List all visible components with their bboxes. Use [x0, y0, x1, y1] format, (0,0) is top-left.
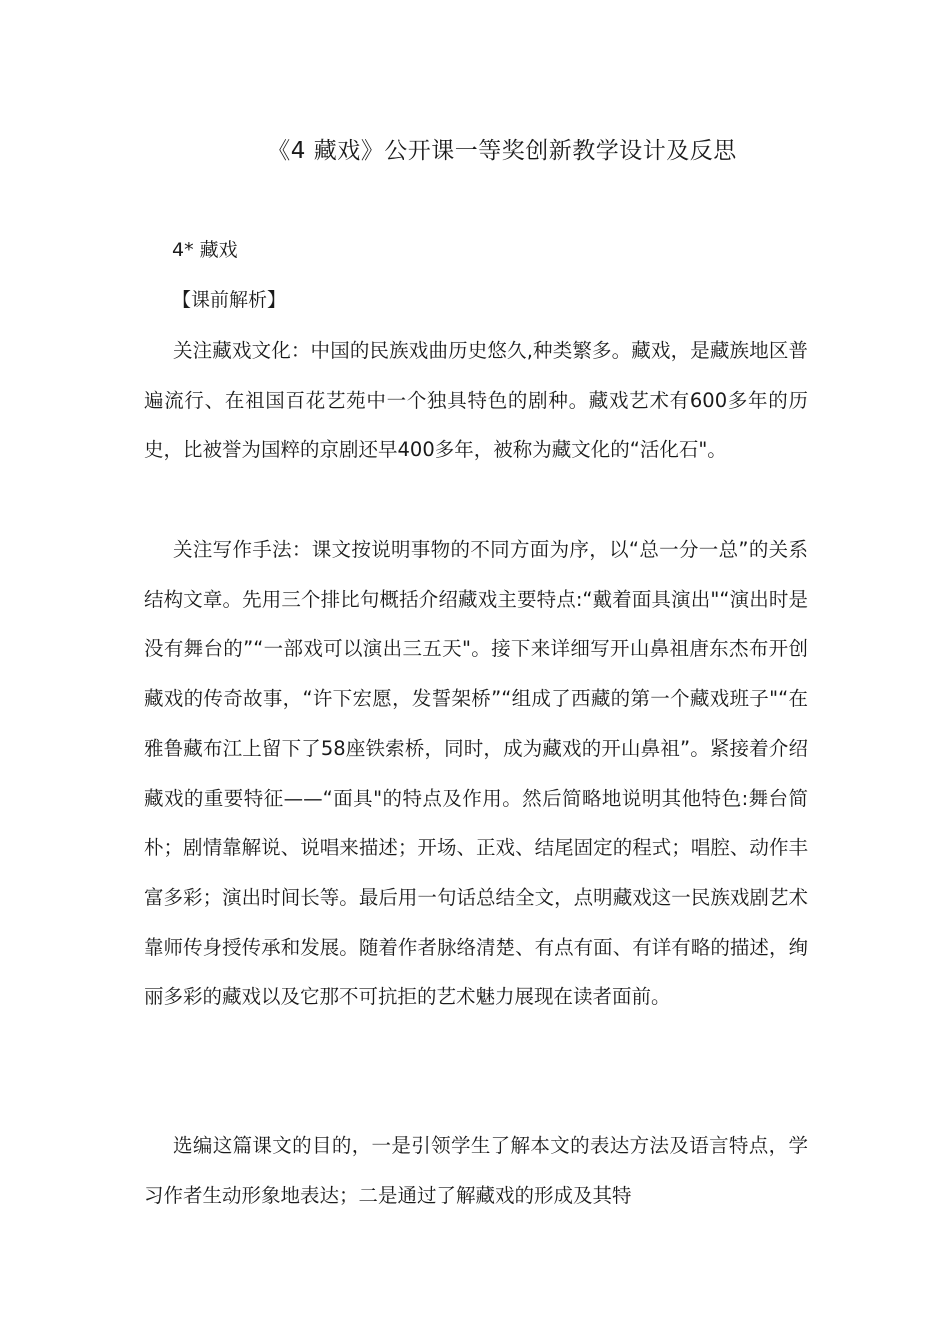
document-title: 《4 藏戏》公开课一等奖创新教学设计及反思	[267, 138, 737, 164]
paragraph-culture: 关注藏戏文化：中国的民族戏曲历史悠久,种类繁多。藏戏，是藏族地区普遍流行、在祖国百花艺苑中一个独具特色的剧种。藏戏艺术有600多年的历史，比被誉为国粹的京剧还早400多年，被称为藏文化的“活化石"。	[144, 339, 808, 462]
paragraph-purpose: 选编这篇课文的目的，一是引领学生了解本文的表达方法及语言特点，学习作者生动形象地表达；二是通过了解藏戏的形成及其特	[144, 1134, 808, 1207]
section-label: 【课前解析】	[172, 289, 287, 311]
paragraph-writing-technique: 关注写作手法：课文按说明事物的不同方面为序，以“总一分一总”的关系结构文章。先用三个排比句概括介绍藏戏主要特点:“戴着面具演出"“演出时是没有舞台的”“一部戏可以演出三五天"。接下来详细写开山鼻祖唐东杰布开创藏戏的传奇故事，“许下宏愿，发誓架桥”“组成了西藏的第一个藏戏班子"“在雅鲁藏布江上留下了58座铁索桥，同时，成为藏戏的开山鼻祖”。紧接着介绍藏戏的重要特征——“面具"的特点及作用。然后简略地说明其他特色:舞台简朴；剧情靠解说、说唱来描述；开场、正戏、结尾固定的程式；唱腔、动作丰富多彩；演出时间长等。最后用一句话总结全文，点明藏戏这一民族戏剧艺术靠师传身授传承和发展。随着作者脉络清楚、有点有面、有详有略的描述，绚丽多彩的藏戏以及它那不可抗拒的艺术魅力展现在读者面前。	[144, 538, 808, 1009]
lesson-label: 4* 藏戏	[172, 239, 238, 261]
